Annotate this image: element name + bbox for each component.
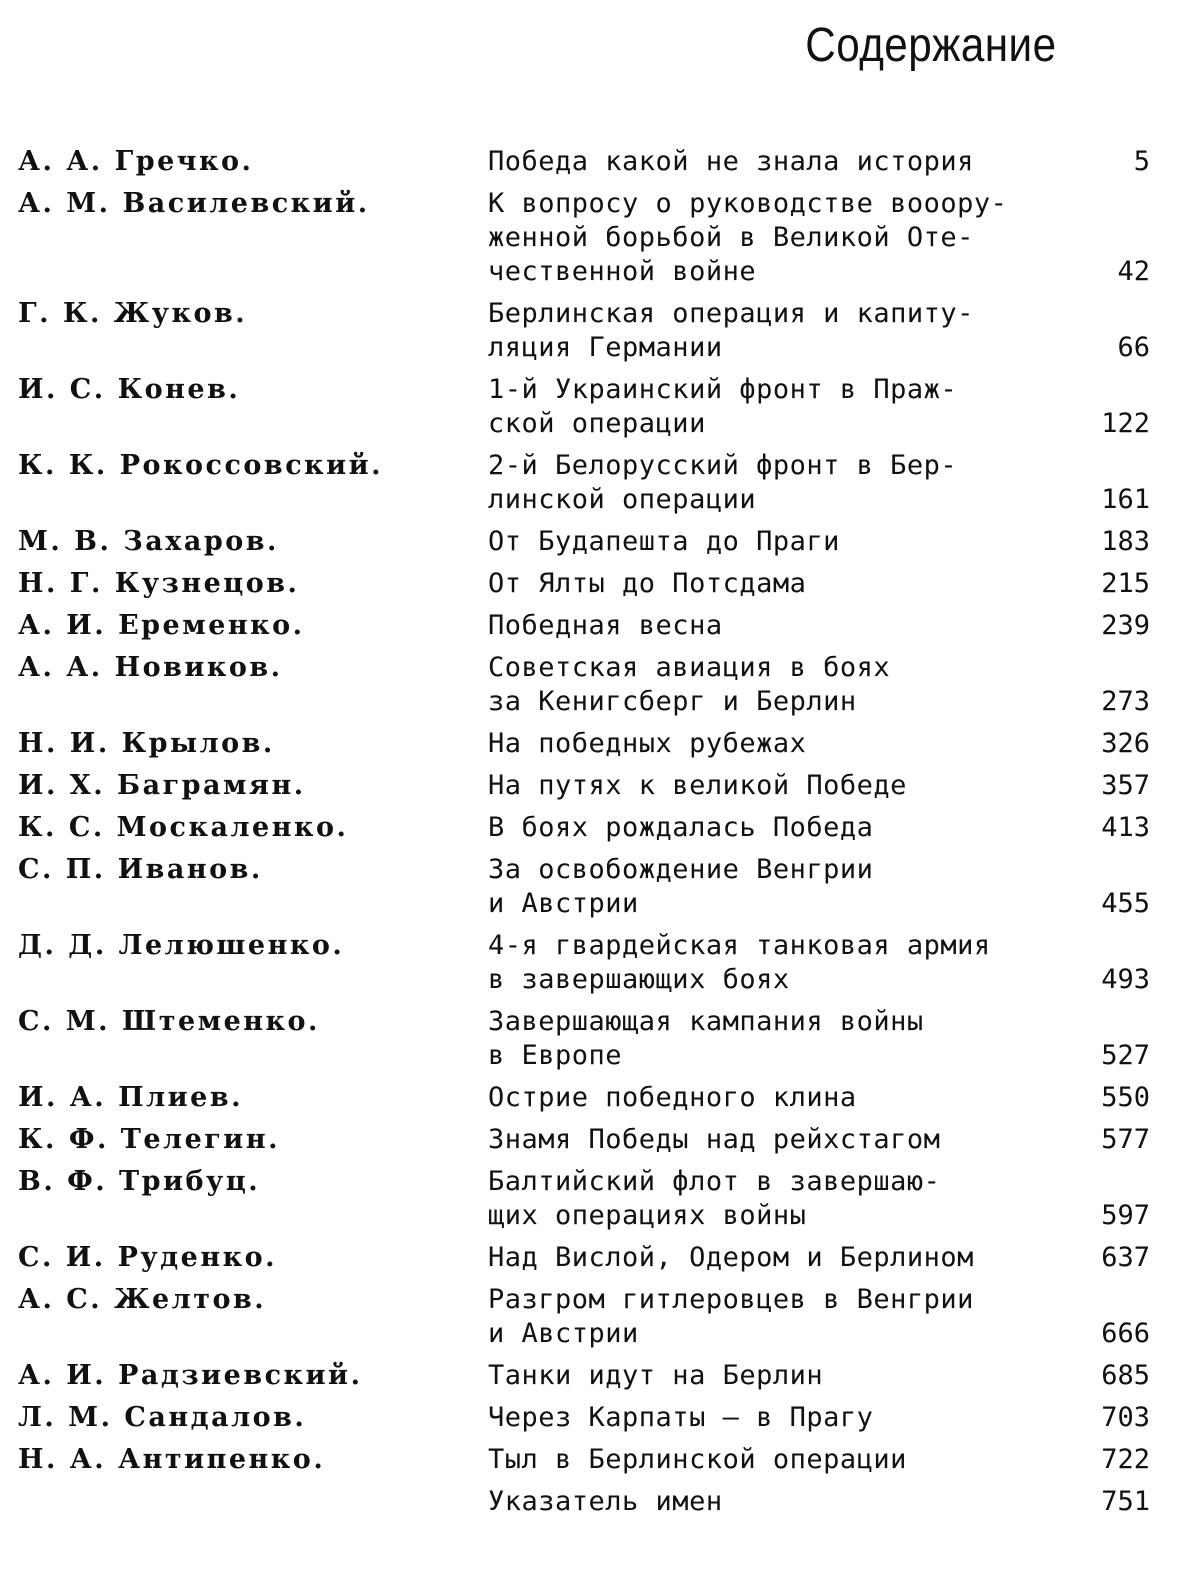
toc-author: И. Х. Баграмян.	[18, 770, 306, 801]
toc-title	[488, 1401, 1068, 1435]
toc-author: Н. Г. Кузнецов.	[18, 568, 300, 599]
toc-title-line: Острие победного клина	[488, 1082, 857, 1113]
toc-title	[488, 929, 1068, 997]
toc-entry	[18, 853, 1168, 921]
toc-title-line: За освобождение Венгрии	[488, 854, 874, 885]
toc-author: И. С. Конев.	[18, 374, 241, 405]
toc-title	[488, 609, 1068, 643]
toc-entry	[18, 1081, 1168, 1115]
toc-title	[488, 567, 1068, 601]
toc-page-number: 703	[1101, 1402, 1150, 1433]
toc-entry	[18, 929, 1168, 997]
toc-page-number: 183	[1101, 526, 1150, 557]
toc-page-number: 493	[1101, 964, 1150, 995]
toc-author: К. С. Москаленко.	[18, 812, 349, 843]
toc-title-line: чественной войне	[488, 256, 757, 287]
toc-page-number: 215	[1101, 568, 1150, 599]
toc-title	[488, 1005, 1068, 1073]
toc-author: С. П. Иванов.	[18, 854, 263, 885]
toc-entry	[18, 1485, 1168, 1519]
toc-title-line: К вопросу о руководстве вооору-	[488, 188, 1008, 219]
toc-title	[488, 811, 1068, 845]
toc-title	[488, 1123, 1068, 1157]
toc-page-number: 122	[1101, 408, 1150, 439]
toc-title-line: Советская авиация в боях	[488, 652, 891, 683]
toc-page-number: 751	[1101, 1486, 1150, 1517]
toc-author: Н. И. Крылов.	[18, 728, 275, 759]
toc-title-line: Балтийский флот в завершаю-	[488, 1166, 941, 1197]
toc-entry	[18, 449, 1168, 517]
toc-title-line: Указатель имен	[488, 1486, 723, 1517]
toc-title	[488, 1165, 1068, 1233]
toc-page-number: 42	[1117, 256, 1150, 287]
toc-title	[488, 187, 1068, 289]
toc-author: С. И. Руденко.	[18, 1242, 278, 1273]
toc-title-line: Победа какой не знала история	[488, 146, 974, 177]
toc-author: Д. Д. Лелюшенко.	[18, 930, 345, 961]
toc-page-number: 161	[1101, 484, 1150, 515]
toc-title-line: за Кенигсберг и Берлин	[488, 686, 857, 717]
page-title: Содержание	[805, 19, 1057, 72]
toc-title-line: в завершающих боях	[488, 964, 790, 995]
toc-entry	[18, 373, 1168, 441]
toc-entry	[18, 145, 1168, 179]
toc-entry	[18, 567, 1168, 601]
toc-title-line: в Европе	[488, 1040, 623, 1071]
toc-author: А. А. Новиков.	[18, 652, 283, 683]
toc-author: Г. К. Жуков.	[18, 298, 248, 329]
toc-entry	[18, 727, 1168, 761]
toc-page-number: 239	[1101, 610, 1150, 641]
toc-page-number: 455	[1101, 888, 1150, 919]
toc-page-number: 685	[1101, 1360, 1150, 1391]
toc-title	[488, 651, 1068, 719]
toc-page-number: 550	[1101, 1082, 1150, 1113]
toc-page-number: 413	[1101, 812, 1150, 843]
toc-title	[488, 1359, 1068, 1393]
toc-author: А. А. Гречко.	[18, 146, 254, 177]
toc-title	[488, 297, 1068, 365]
toc-author: В. Ф. Трибуц.	[18, 1166, 261, 1197]
toc-title-line: ляция Германии	[488, 332, 723, 363]
toc-title-line: Знамя Победы над рейхстагом	[488, 1124, 941, 1155]
toc-author: К. Ф. Телегин.	[18, 1124, 280, 1155]
toc-title-line: Победная весна	[488, 610, 723, 641]
toc-page-number: 722	[1101, 1444, 1150, 1475]
toc-entry	[18, 651, 1168, 719]
toc-title-line: 4-я гвардейская танковая армия	[488, 930, 991, 961]
toc-title-line: В боях рождалась Победа	[488, 812, 874, 843]
toc-title-line: От Будапешта до Праги	[488, 526, 840, 557]
toc-page-number: 273	[1101, 686, 1150, 717]
toc-title	[488, 1241, 1068, 1275]
toc-title-line: линской операции	[488, 484, 757, 515]
toc-title-line: Над Вислой, Одером и Берлином	[488, 1242, 974, 1273]
toc-title	[488, 769, 1068, 803]
toc-entry	[18, 1123, 1168, 1157]
toc-entry	[18, 1401, 1168, 1435]
toc-title	[488, 525, 1068, 559]
toc-title-line: От Ялты до Потсдама	[488, 568, 807, 599]
toc-entry	[18, 1359, 1168, 1393]
toc-author: А. М. Василевский.	[18, 188, 370, 219]
toc-title-line: ской операции	[488, 408, 706, 439]
toc-entry	[18, 1241, 1168, 1275]
toc-entry	[18, 297, 1168, 365]
toc-title-line: 2-й Белорусский фронт в Бер-	[488, 450, 958, 481]
toc-title-line: На путях к великой Победе	[488, 770, 907, 801]
toc-page-number: 5	[1133, 146, 1150, 177]
toc-title-line: Тыл в Берлинской операции	[488, 1444, 907, 1475]
toc-title	[488, 449, 1068, 517]
toc-title-line: щих операциях войны	[488, 1200, 807, 1231]
toc-title	[488, 853, 1068, 921]
toc-page-number: 66	[1117, 332, 1150, 363]
toc-author	[18, 1485, 488, 1519]
toc-title-line: и Австрии	[488, 888, 639, 919]
toc-title	[488, 373, 1068, 441]
toc-author: С. М. Штеменко.	[18, 1006, 320, 1037]
toc-title	[488, 1283, 1068, 1351]
toc-entry	[18, 525, 1168, 559]
toc-author: Л. М. Сандалов.	[18, 1402, 307, 1433]
toc-title	[488, 1081, 1068, 1115]
toc-page-number: 357	[1101, 770, 1150, 801]
toc-page-number: 597	[1101, 1200, 1150, 1231]
toc-page-number: 666	[1101, 1318, 1150, 1349]
toc-title	[488, 1485, 1068, 1519]
toc-entry	[18, 1443, 1168, 1477]
toc-entry	[18, 187, 1168, 289]
toc-title-line: Берлинская операция и капиту-	[488, 298, 974, 329]
toc-page-number: 577	[1101, 1124, 1150, 1155]
toc-entry	[18, 769, 1168, 803]
toc-page-number: 326	[1101, 728, 1150, 759]
toc-author: К. К. Рокоссовский.	[18, 450, 384, 481]
toc-entry	[18, 1005, 1168, 1073]
toc-title	[488, 1443, 1068, 1477]
toc-author: И. А. Плиев.	[18, 1082, 243, 1113]
toc-title-line: На победных рубежах	[488, 728, 807, 759]
toc-title-line: Танки идут на Берлин	[488, 1360, 824, 1391]
toc-entry	[18, 1283, 1168, 1351]
toc-entry	[18, 811, 1168, 845]
toc-title-line: Через Карпаты — в Прагу	[488, 1402, 874, 1433]
toc-author: М. В. Захаров.	[18, 526, 279, 557]
toc-title-line: Завершающая кампания войны	[488, 1006, 924, 1037]
toc-author: А. И. Еременко.	[18, 610, 305, 641]
toc-page-number: 527	[1101, 1040, 1150, 1071]
toc-title-line: женной борьбой в Великой Оте-	[488, 222, 974, 253]
table-of-contents	[18, 145, 1168, 1527]
toc-entry	[18, 609, 1168, 643]
toc-author: А. И. Радзиевский.	[18, 1360, 363, 1391]
toc-author: А. С. Желтов.	[18, 1284, 267, 1315]
toc-title-line: и Австрии	[488, 1318, 639, 1349]
toc-title-line: 1-й Украинский фронт в Праж-	[488, 374, 958, 405]
toc-entry	[18, 1165, 1168, 1233]
toc-author: Н. А. Антипенко.	[18, 1444, 326, 1475]
toc-title	[488, 145, 1068, 179]
toc-title-line: Разгром гитлеровцев в Венгрии	[488, 1284, 974, 1315]
toc-title	[488, 727, 1068, 761]
toc-page-number: 637	[1101, 1242, 1150, 1273]
